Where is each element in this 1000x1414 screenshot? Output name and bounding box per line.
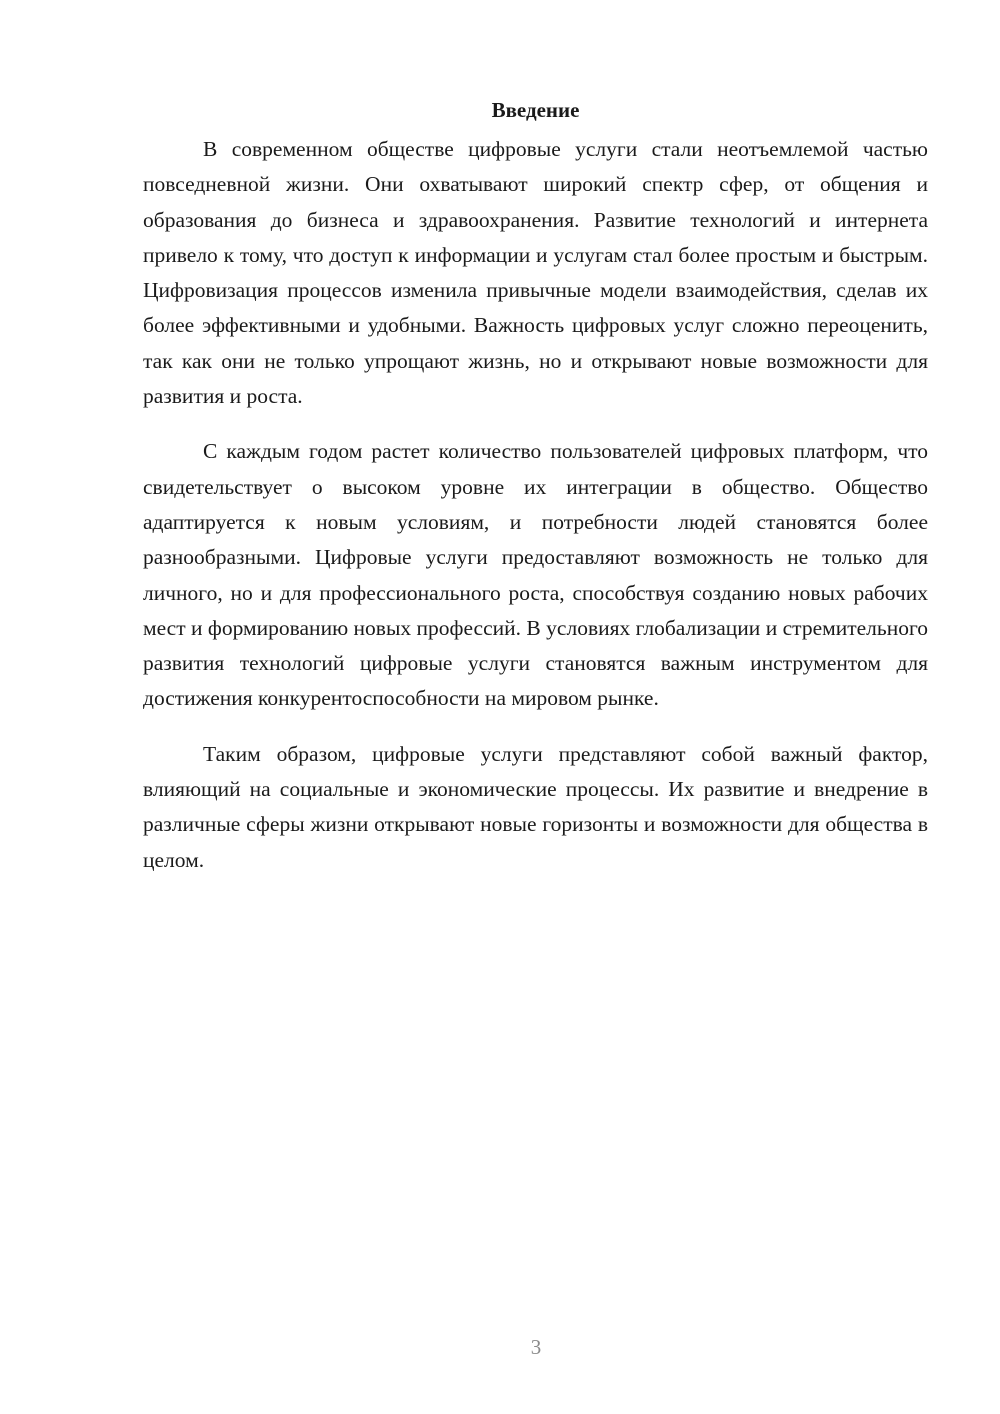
section-title: Введение: [491, 98, 580, 122]
paragraph-3: Таким образом, цифровые услуги представляют собой важный фактор, влияющий на социальные и экономические процессы. Их развитие и внедрение в различные сферы жизни открывают новые горизонты и возможности для общества в целом.: [143, 741, 928, 872]
paragraph-1: В современном обществе цифровые услуги стали неотъемлемой частью повседневной жизни. Они охватывают широкий спектр сфер, от общения и образования до бизнеса и здравоохранения. Развитие технологий и интернета привело к тому, что доступ к информации и услугам стал более простым и быстрым. Цифровизация процессов изменила привычные модели взаимодействия, сделав их более эффективными и удобными. Важность цифровых услуг сложно переоценить, так как они не только упрощают жизнь, но и открывают новые возможности для развития и роста.: [143, 137, 928, 409]
page-number: 3: [530, 1335, 542, 1359]
page-content: [143, 96, 928, 898]
paragraph-2: С каждым годом растет количество пользователей цифровых платформ, что свидетельствует о высоком уровне их интеграции в общество. Общество адаптируется к новым условиям, и потребности людей становятся более разнообразными. Цифровые услуги предоставляют возможность не только для личного, но и для профессионального роста, способствуя созданию новых рабочих мест и формированию новых профессий. В условиях глобализации и стремительного развития технологий цифровые услуги становятся важным инструментом для достижения конкурентоспособности на мировом рынке.: [143, 439, 928, 711]
